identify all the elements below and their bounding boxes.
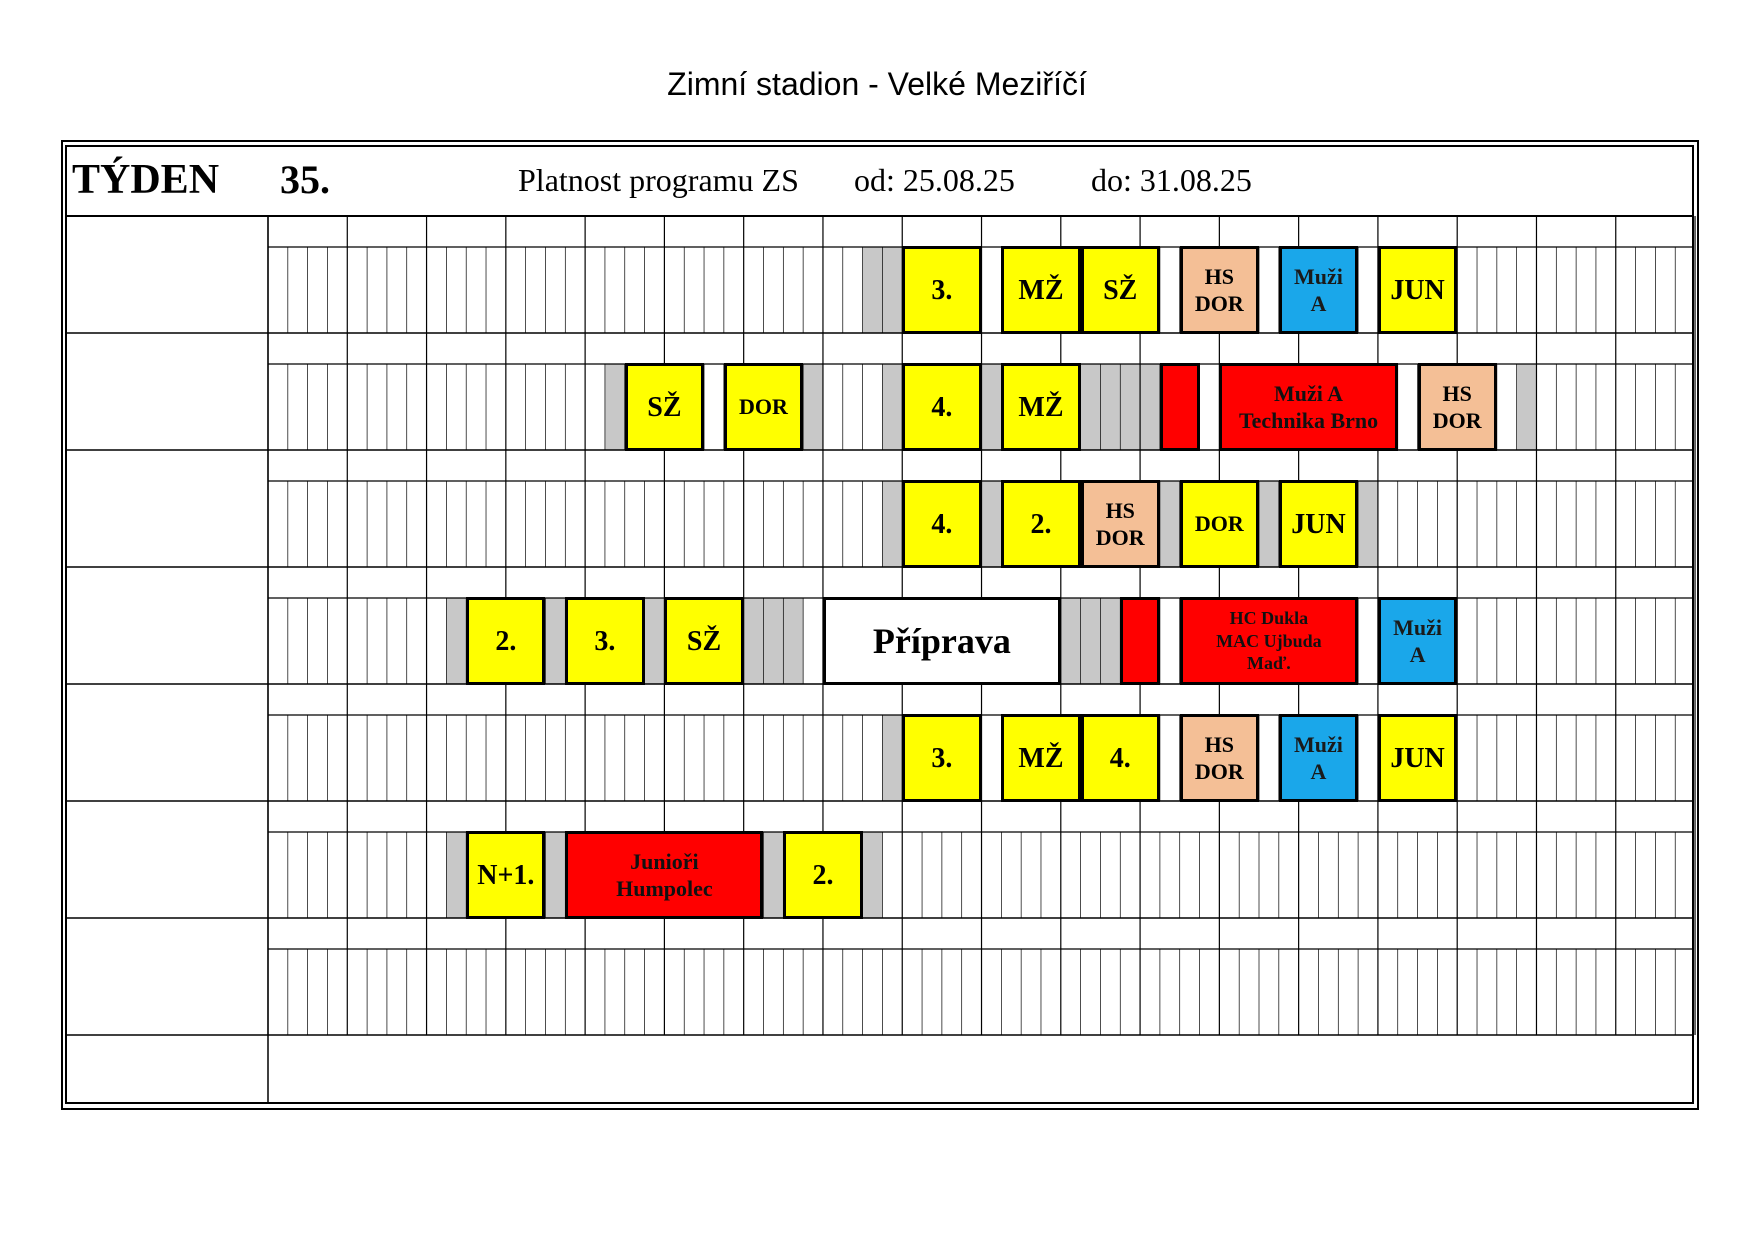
- booking-label: DOR: [1194, 511, 1244, 537]
- reserved-gap: [744, 598, 803, 684]
- booking-label: HS DOR: [1194, 263, 1244, 316]
- booking-block[interactable]: [1180, 246, 1259, 334]
- booking-label: 4.: [931, 508, 953, 540]
- booking-label: Junioři Humpolec: [616, 848, 713, 901]
- booking-block[interactable]: [565, 597, 644, 685]
- reserved-gap: [645, 598, 665, 684]
- booking-block[interactable]: [1081, 246, 1160, 334]
- booking-block[interactable]: [1219, 363, 1397, 451]
- booking-block[interactable]: [1180, 597, 1358, 685]
- reserved-gap: [803, 364, 823, 450]
- booking-block[interactable]: [783, 831, 862, 919]
- validity-from: od: 25.08.25: [854, 162, 1015, 198]
- booking-block[interactable]: [1001, 246, 1080, 334]
- reserved-gap: [882, 364, 902, 450]
- booking-label: 2.: [812, 859, 834, 891]
- booking-block[interactable]: [466, 831, 545, 919]
- booking-label: 2.: [495, 625, 517, 657]
- reserved-gap: [1358, 481, 1378, 567]
- booking-block[interactable]: [1001, 714, 1080, 802]
- booking-label: DOR: [739, 394, 788, 420]
- booking-label: 3.: [594, 625, 616, 657]
- reserved-gap: [863, 832, 883, 918]
- booking-block[interactable]: [1081, 480, 1160, 568]
- validity-to: do: 31.08.25: [1091, 162, 1252, 198]
- booking-label: JUN: [1291, 508, 1346, 540]
- booking-block[interactable]: [823, 597, 1061, 685]
- booking-label: MŽ: [1018, 391, 1064, 423]
- reserved-gap: [446, 832, 466, 918]
- booking-block[interactable]: [1378, 597, 1457, 685]
- week-number: 35.: [280, 157, 330, 202]
- booking-block[interactable]: [902, 714, 981, 802]
- booking-block[interactable]: [1180, 714, 1259, 802]
- reserved-gap: [1160, 481, 1180, 567]
- booking-block[interactable]: [1378, 246, 1457, 334]
- booking-block[interactable]: [1279, 714, 1358, 802]
- booking-label: HS DOR: [1095, 497, 1145, 550]
- booking-block[interactable]: [724, 363, 803, 451]
- reserved-gap: [882, 715, 902, 801]
- booking-label: 4.: [1109, 742, 1131, 774]
- booking-block[interactable]: [625, 363, 704, 451]
- reserved-gap: [982, 481, 1002, 567]
- booking-label: HS DOR: [1194, 731, 1244, 784]
- booking-label: Muži A Technika Brno: [1238, 380, 1379, 433]
- booking-label: MŽ: [1018, 742, 1064, 774]
- reserved-gap: [1259, 481, 1279, 567]
- reserved-gap: [446, 598, 466, 684]
- week-label: TÝDEN: [72, 157, 220, 203]
- booking-block[interactable]: [1180, 480, 1259, 568]
- booking-label: MŽ: [1018, 274, 1064, 306]
- reserved-gap: [1517, 364, 1537, 450]
- booking-block[interactable]: [565, 831, 763, 919]
- booking-label: SŽ: [686, 625, 722, 657]
- page-title: Zimní stadion - Velké Meziříčí: [667, 66, 1087, 102]
- booking-label: 3.: [931, 274, 953, 306]
- reserved-gap: [764, 832, 784, 918]
- reserved-gap: [545, 832, 565, 918]
- booking-label: Muži A: [1294, 731, 1343, 784]
- booking-block[interactable]: [1279, 246, 1358, 334]
- validity-label: Platnost programu ZS: [518, 162, 799, 198]
- booking-label: JUN: [1390, 274, 1445, 306]
- booking-block[interactable]: [1279, 480, 1358, 568]
- booking-block[interactable]: [902, 363, 981, 451]
- booking-label: HS DOR: [1432, 380, 1482, 433]
- booking-block[interactable]: [902, 480, 981, 568]
- booking-block[interactable]: [1378, 714, 1457, 802]
- booking-label: 3.: [931, 742, 953, 774]
- booking-label: Muži A: [1393, 614, 1442, 667]
- booking-label: Příprava: [872, 620, 1011, 661]
- booking-block[interactable]: [1160, 363, 1200, 451]
- reserved-gap: [545, 598, 565, 684]
- booking-block[interactable]: [466, 597, 545, 685]
- booking-block[interactable]: [1001, 363, 1080, 451]
- booking-block[interactable]: [1120, 597, 1160, 685]
- booking-label: SŽ: [1103, 274, 1138, 306]
- booking-label: 2.: [1030, 508, 1052, 540]
- booking-label: HC Dukla MAC Ujbuda Maď.: [1216, 608, 1322, 674]
- booking-block[interactable]: [664, 597, 743, 685]
- booking-label: N+1.: [477, 859, 535, 891]
- reserved-gap: [882, 481, 902, 567]
- booking-block[interactable]: [902, 246, 981, 334]
- reserved-gap: [605, 364, 625, 450]
- booking-block[interactable]: [1081, 714, 1160, 802]
- booking-label: Muži A: [1294, 263, 1343, 316]
- booking-block[interactable]: [1001, 480, 1080, 568]
- booking-label: JUN: [1390, 742, 1445, 774]
- booking-label: SŽ: [647, 391, 682, 423]
- booking-block[interactable]: [1418, 363, 1497, 451]
- booking-label: 4.: [931, 391, 953, 423]
